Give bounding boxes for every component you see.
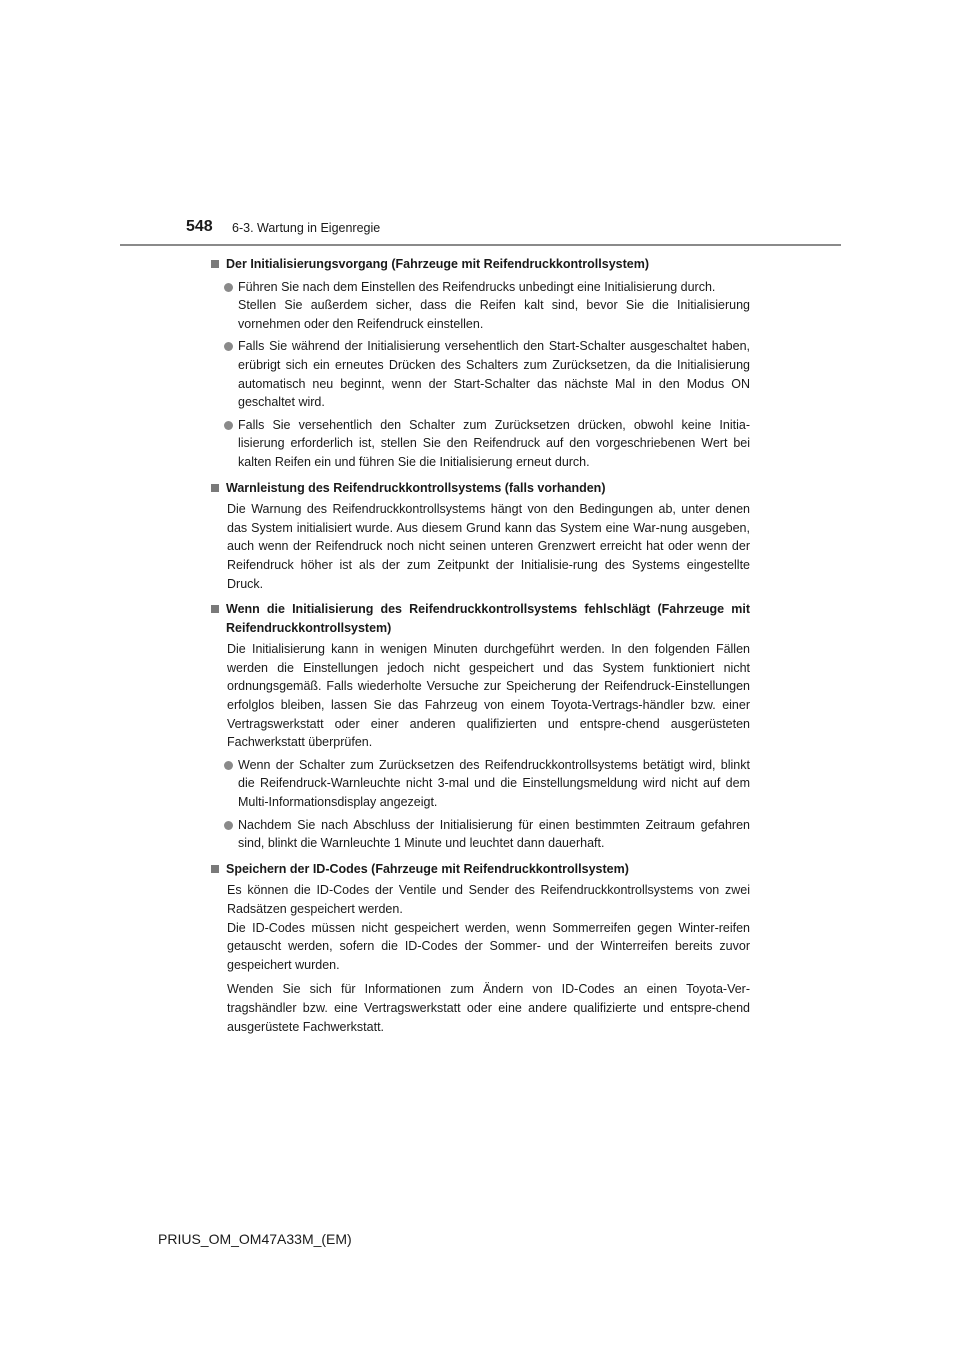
paragraph: Die Warnung des Reifendruckkontrollsystems hängt von den Bedingungen ab, unter denen das System initialisiert wurde. Aus diesem Grund kann das System eine War-nung ausgeben, auch wenn der Reifendruck noch nicht seinen unteren Grenzwert erreicht hat oder wenn der Reifendruck höher ist als der zum Zeitpunkt der Initialisie-rung des Systems eingestellte Druck. — [227, 502, 750, 591]
section-heading — [210, 860, 750, 879]
bullet-item — [210, 416, 750, 472]
circle-bullet-icon — [224, 342, 233, 351]
page-content — [210, 255, 750, 1036]
heading-text: Der Initialisierungsvorgang (Fahrzeuge mit Reifendruckkontrollsystem) — [226, 257, 650, 271]
square-bullet-icon — [211, 865, 219, 873]
bullet-text: Wenn der Schalter zum Zurücksetzen des Reifendruckkontrollsystems betätigt wird, blinkt die Reifendruck-Warnleuchte nicht 3-mal und die Einstellungsmeldung wird nicht auf dem Multi-Informationsdisplay angezeigt. — [238, 757, 750, 810]
section-heading — [210, 479, 750, 498]
circle-bullet-icon — [224, 761, 233, 770]
bullet-item — [210, 278, 750, 334]
paragraph-text: Die ID-Codes müssen nicht gespeichert werden, wenn Sommerreifen gegen Winter-reifen getauscht werden, sofern die ID-Codes der Sommer- und der Winterreifen bereits zuvor gespeichert wurden. — [227, 920, 750, 972]
circle-bullet-icon — [224, 283, 233, 292]
heading-text: Speichern der ID-Codes (Fahrzeuge mit Reifendruckkontrollsystem) — [226, 861, 629, 876]
circle-bullet-icon — [224, 421, 233, 430]
footer-code: PRIUS_OM_OM47A33M_(EM) — [158, 1231, 352, 1247]
section-title: 6-3. Wartung in Eigenregie — [232, 221, 381, 235]
paragraph — [210, 881, 750, 974]
bullet-text: Falls Sie versehentlich den Schalter zum Zurücksetzen drücken, obwohl keine Initia-lisierung erforderlich ist, stellen Sie den Reifendruck auf den vorgeschriebenen Wert bei kalten Reifen ein und führen Sie die Initialisierung erneut durch. — [238, 417, 750, 469]
circle-bullet-icon — [224, 821, 233, 830]
heading-text: Warnleistung des Reifendruckkontrollsystems (falls vorhanden) — [226, 480, 606, 495]
header-rule — [120, 244, 841, 246]
square-bullet-icon — [211, 260, 219, 268]
bullet-text: Stellen Sie außerdem sicher, dass die Reifen kalt sind, bevor Sie die Initialisierung vornehmen oder den Reifendruck einstellen. — [238, 298, 750, 331]
bullet-text: Führen Sie nach dem Einstellen des Reifendrucks unbedingt eine Initialisierung durch. — [238, 279, 716, 294]
paragraph: Die Initialisierung kann in wenigen Minuten durchgeführt werden. In den folgenden Fällen werden die Einstellungen jedoch nicht gespeichert und das System funktioniert nicht ordnungsgemäß. Falls wiederholte Versuche zur Speicherung der Reifendruck-Einstellungen erfolglos bleiben, lassen Sie das Fahrzeug von einem Toyota-Vertrags-händler bzw. einer Vertragswerkstatt oder einer anderen qualifizierten und entspre-chend ausgerüsteten Fachwerkstatt überprüfen. — [227, 642, 750, 750]
section-heading — [210, 255, 750, 274]
bullet-item — [210, 816, 750, 853]
bullet-item — [210, 756, 750, 812]
section-heading — [210, 600, 750, 637]
paragraph-text: Es können die ID-Codes der Ventile und Sender des Reifendruckkontrollsystems von zwei Radsätzen gespeichert werden. — [227, 883, 750, 916]
page-number: 548 — [186, 218, 213, 235]
square-bullet-icon — [211, 605, 219, 613]
bullet-text: Falls Sie während der Initialisierung versehentlich den Start-Schalter ausgeschaltet haben, erübrigt sich ein erneutes Drücken des Schalters zum Zurücksetzen, da die Initialisierung automatisch neu beginnt, wenn der Start-Schalter das nächste Mal in den Modus ON geschaltet wird. — [238, 339, 750, 410]
paragraph: Wenden Sie sich für Informationen zum Ändern von ID-Codes an einen Toyota-Ver-tragshändler bzw. eine Vertragswerkstatt oder eine andere qualifizierte und entspre-chend ausgerüstete Fachwerkstatt. — [227, 982, 750, 1034]
square-bullet-icon — [211, 484, 219, 492]
bullet-text: Nachdem Sie nach Abschluss der Initialisierung für einen bestimmten Zeitraum gefahren sind, blinkt die Warnleuchte 1 Minute und leuchtet dann dauerhaft. — [238, 817, 750, 851]
bullet-item — [210, 337, 750, 411]
heading-text: Wenn die Initialisierung des Reifendruckkontrollsystems fehlschlägt (Fahrzeuge mit Reifendruckkontrollsystem) — [226, 602, 750, 635]
